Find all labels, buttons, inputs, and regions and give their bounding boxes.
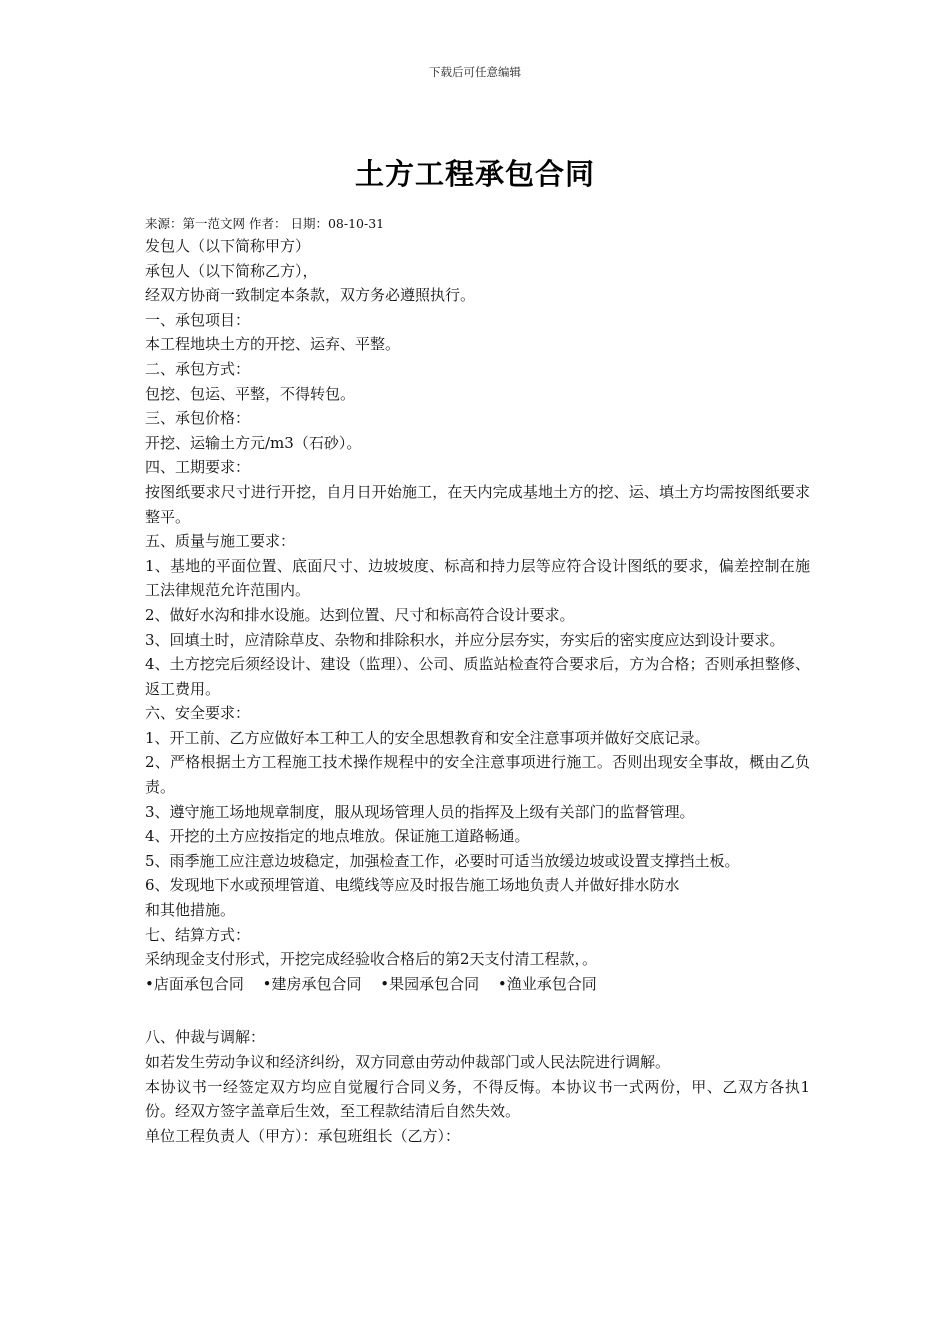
spacer	[145, 996, 810, 1025]
paragraph: 4、土方挖完后须经设计、建设（监理）、公司、质监站检查符合要求后，方为合格；否则承担整修、返工费用。	[145, 655, 810, 698]
paragraph: 按图纸要求尺寸进行开挖，自月日开始施工，在天内完成基地土方的挖、运、填土方均需按图纸要求整平。	[145, 482, 810, 526]
paragraph: 经双方协商一致制定本条款，双方务必遵照执行。	[145, 286, 476, 305]
section-heading: 一、承包项目：	[145, 310, 251, 329]
related-link[interactable]: •渔业承包合同	[497, 974, 597, 993]
signature-line: 单位工程负责人（甲方）：承包班组长（乙方）：	[145, 1126, 461, 1145]
paragraph: 4、开挖的土方应按指定的地点堆放。保证施工道路畅通。	[145, 827, 530, 846]
paragraph: 6、发现地下水或预埋管道、电缆线等应及时报告施工场地负责人并做好排水防水	[145, 876, 680, 895]
paragraph: 采纳现金支付形式，开挖完成经验收合格后的第2天支付清工程款，。	[145, 950, 598, 969]
paragraph: 如若发生劳动争议和经济纠纷，双方同意由劳动仲裁部门或人民法院进行调解。	[145, 1053, 671, 1071]
paragraph: 本协议书一经签定双方均应自觉履行合同义务，不得反悔。本协议书一式两份，甲、乙双方各执1份。经双方签字盖章后生效，至工程款结清后自然失效。	[145, 1077, 810, 1121]
section-heading: 八、仲裁与调解：	[145, 1028, 266, 1047]
paragraph: 1、基地的平面位置、底面尺寸、边坡坡度、标高和持力层等应符合设计图纸的要求，偏差控制在施工法律规范允许范围内。	[145, 556, 810, 600]
section-heading: 七、结算方式：	[145, 925, 251, 944]
section-heading: 三、承包价格：	[145, 409, 251, 428]
paragraph: 包挖、包运、平整，不得转包。	[145, 384, 356, 403]
paragraph: 本工程地块土方的开挖、运弃、平整。	[145, 335, 401, 354]
paragraph: 1、开工前、乙方应做好本工种工人的安全思想教育和安全注意事项并做好交底记录。	[145, 728, 710, 747]
paragraph: 2、做好水沟和排水设施。达到位置、尺寸和标高符合设计要求。	[145, 605, 575, 624]
paragraph: 2、严格根据土方工程施工技术操作规程中的安全注意事项进行施工。否则出现安全事故，概由乙负责。	[145, 753, 810, 797]
section-heading: 五、质量与施工要求：	[145, 532, 296, 551]
paragraph: 发包人（以下简称甲方）	[145, 237, 311, 255]
paragraph: 和其他措施。	[145, 901, 236, 920]
section-heading: 四、工期要求：	[145, 458, 251, 477]
paragraph: 5、雨季施工应注意边坡稳定，加强检查工作，必要时可适当放缓边坡或设置支撑挡土板。	[145, 851, 740, 870]
paragraph: 3、遵守施工场地规章制度，服从现场管理人员的指挥及上级有关部门的监督管理。	[145, 802, 695, 821]
document-meta: 来源：第一范文网 作者： 日期：08-10-31	[145, 216, 385, 231]
related-links	[145, 972, 810, 997]
document-title: 土方工程承包合同	[354, 157, 595, 191]
paragraph: 开挖、运输土方元/m3（石砂）。	[145, 433, 362, 452]
section-heading: 六、安全要求：	[145, 704, 251, 723]
header-note: 下载后可任意编辑	[429, 65, 521, 79]
paragraph: 3、回填土时，应清除草皮、杂物和排除积水，并应分层夯实，夯实后的密实度应达到设计要求。	[145, 630, 785, 649]
related-link[interactable]: •果园承包合同	[380, 974, 480, 993]
section-heading: 二、承包方式：	[145, 359, 251, 378]
related-link[interactable]: •店面承包合同	[145, 974, 244, 993]
paragraph: 承包人（以下简称乙方），	[145, 261, 318, 280]
document-body	[145, 234, 810, 1148]
related-link[interactable]: •建房承包合同	[262, 974, 362, 993]
